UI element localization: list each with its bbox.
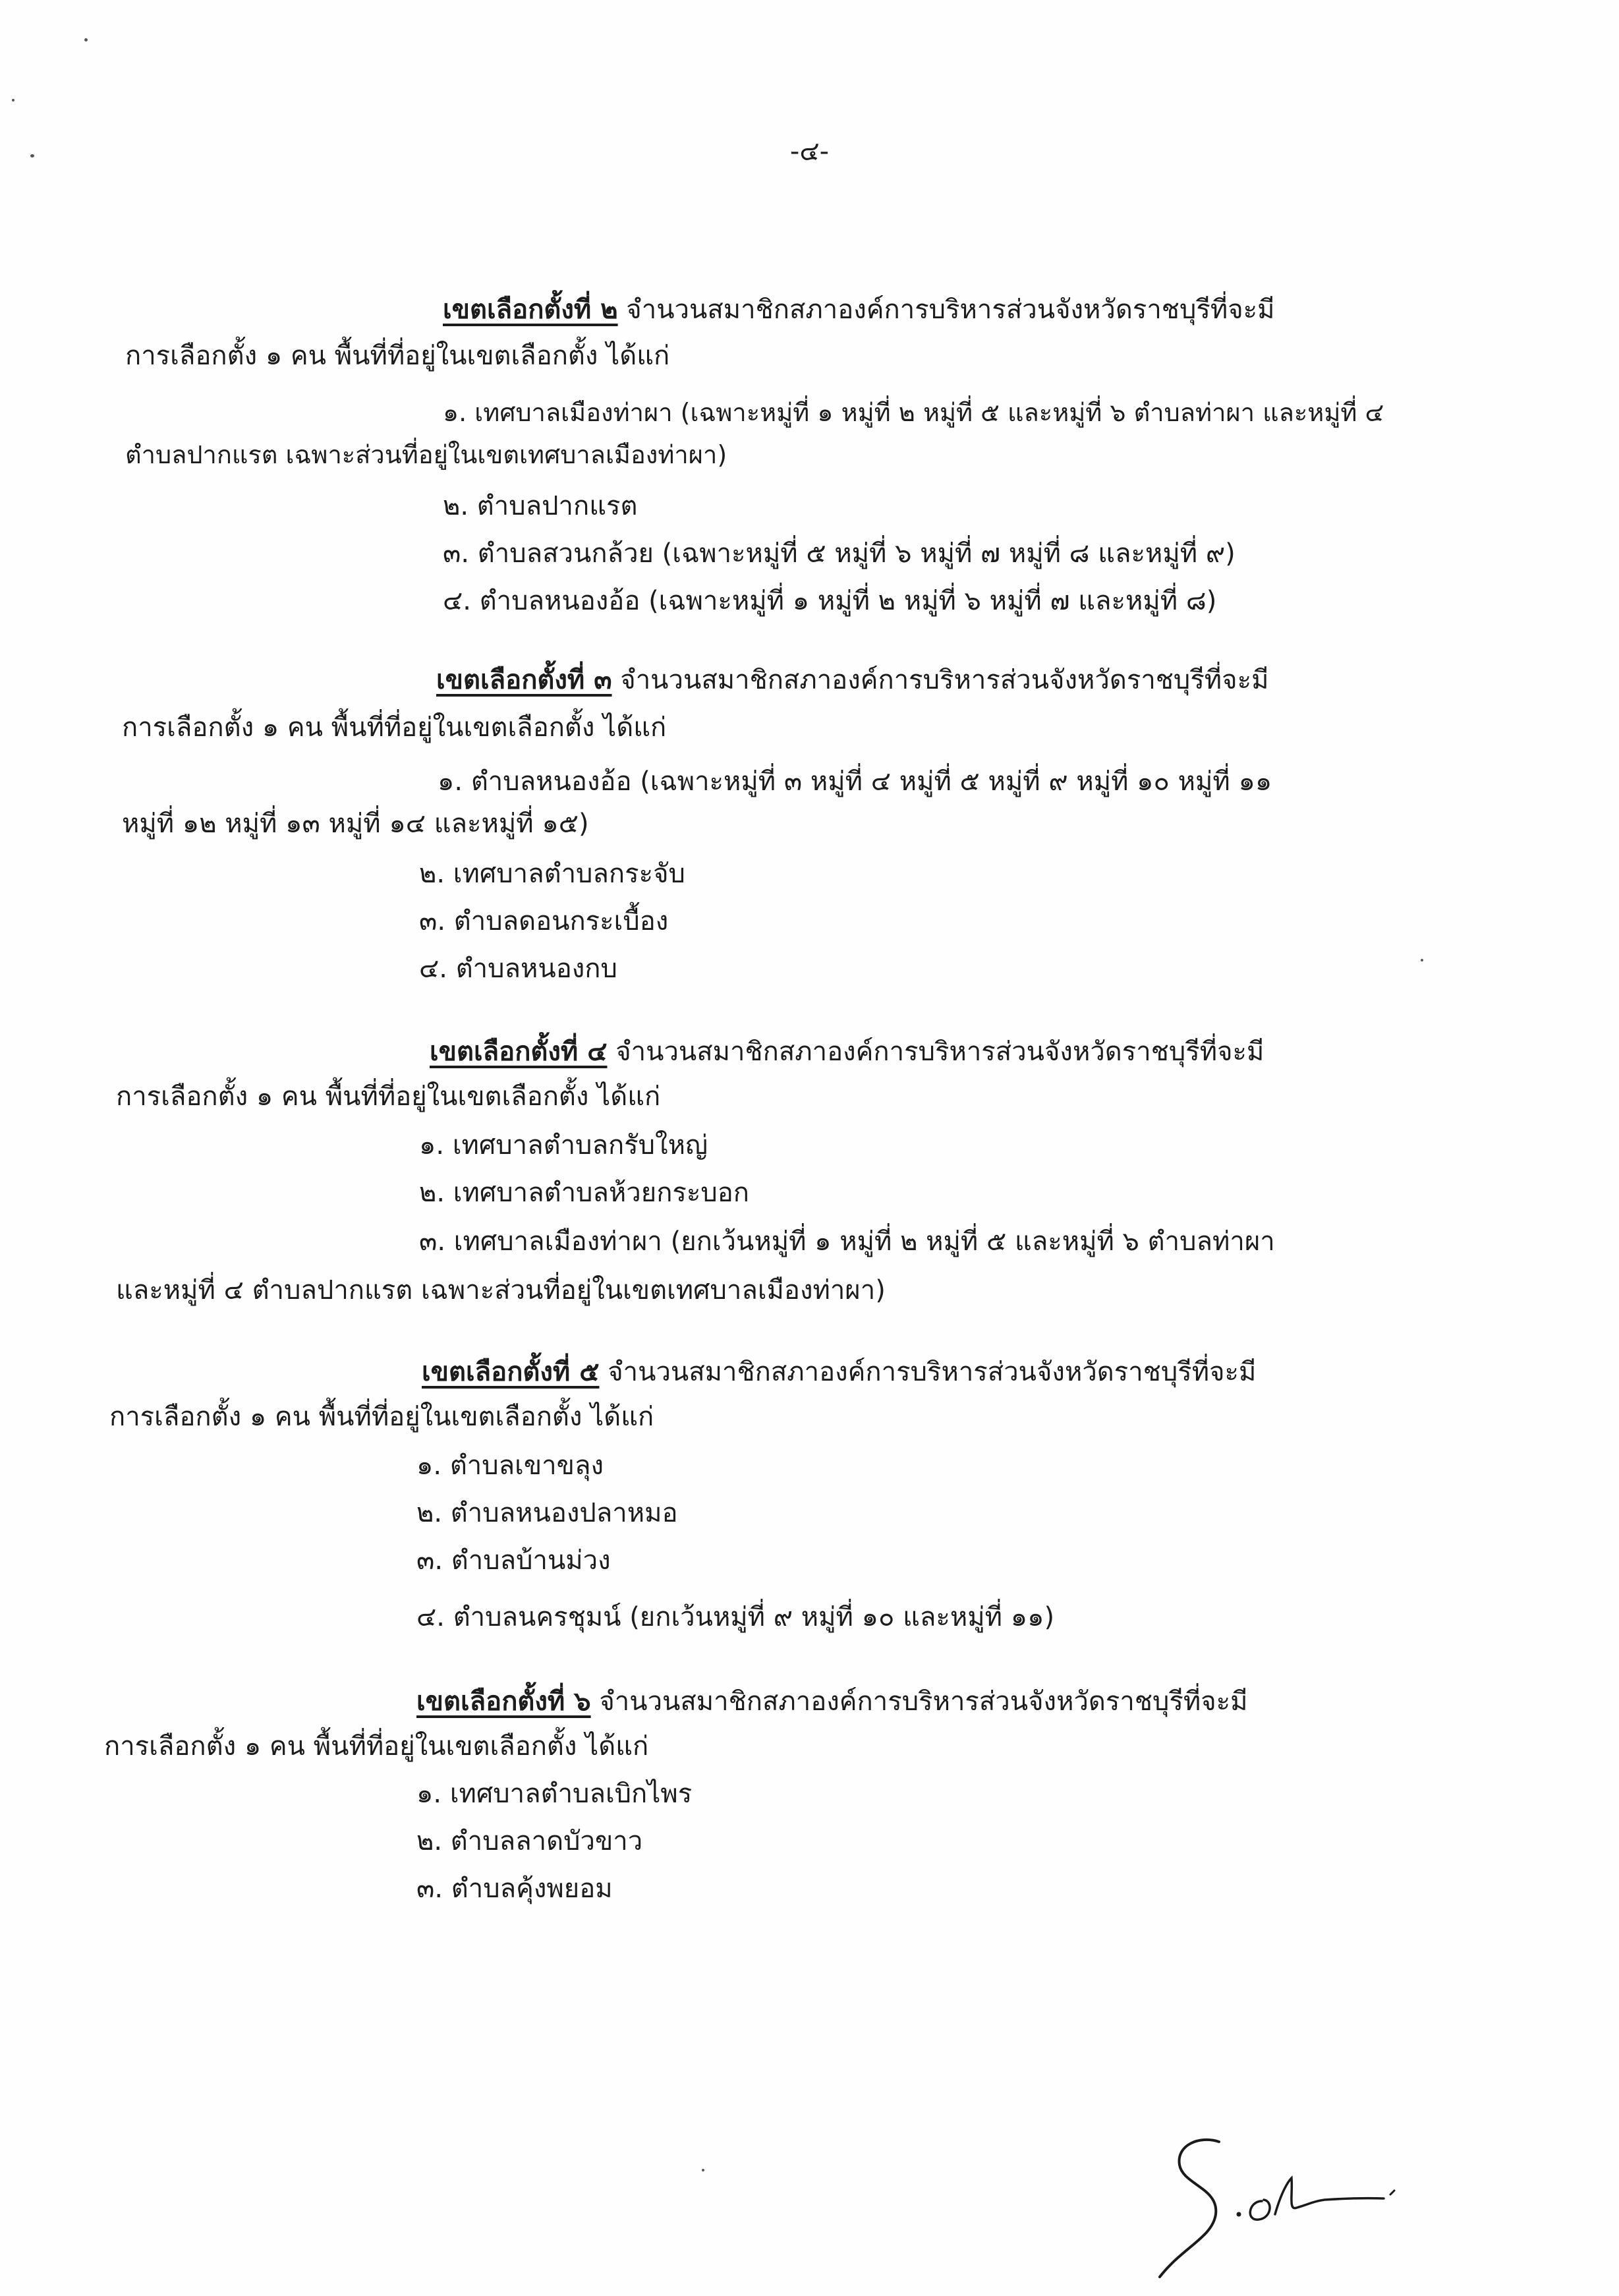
list-item: ๒. เทศบาลตำบลกระจับ <box>419 859 685 889</box>
list-item: ๑. ตำบลเขาขลุง <box>416 1450 604 1481</box>
page-number: -๔- <box>789 136 830 167</box>
list-item: ๓. เทศบาลเมืองท่าผา (ยกเว้นหมู่ที่ ๑ หมู่ที่ ๒ หมู่ที่ ๕ และหมู่ที่ ๖ ตำบลท่าผา <box>419 1226 1275 1257</box>
section-heading <box>430 1033 1264 1070</box>
list-item: ๔. ตำบลหนองกบ <box>419 954 617 984</box>
section-heading-text: จำนวนสมาชิกสภาองค์การบริหารส่วนจังหวัดราชบุรีที่จะมี <box>611 665 1269 695</box>
list-item: ๓. ตำบลสวนกล้วย (เฉพาะหมู่ที่ ๕ หมู่ที่ ๖ หมู่ที่ ๗ หมู่ที่ ๘ และหมู่ที่ ๙) <box>443 538 1236 569</box>
list-item-continuation: ตำบลปากแรต เฉพาะส่วนที่อยู่ในเขตเทศบาลเมืองท่าผา) <box>125 440 727 469</box>
section-heading-label: เขตเลือกตั้งที่ ๕ <box>422 1357 600 1387</box>
scan-speck <box>1421 959 1423 961</box>
section-intro-continuation: การเลือกตั้ง ๑ คน พื้นที่ที่อยู่ในเขตเลือกตั้ง ได้แก่ <box>122 712 667 743</box>
list-item: ๒. ตำบลหนองปลาหมอ <box>416 1498 678 1528</box>
section-heading-text: จำนวนสมาชิกสภาองค์การบริหารส่วนจังหวัดราชบุรีที่จะมี <box>599 1357 1257 1387</box>
list-item: ๔. ตำบลนครชุมน์ (ยกเว้นหมู่ที่ ๙ หมู่ที่ ๑๐ และหมู่ที่ ๑๑) <box>416 1602 1055 1632</box>
list-item: ๑. เทศบาลตำบลกรับใหญ่ <box>419 1130 708 1161</box>
section-heading-label: เขตเลือกตั้งที่ ๔ <box>430 1037 608 1067</box>
section-heading-text: จำนวนสมาชิกสภาองค์การบริหารส่วนจังหวัดราชบุรีที่จะมี <box>607 1037 1264 1067</box>
section-heading <box>416 1683 1248 1720</box>
list-item: ๒. เทศบาลตำบลห้วยกระบอก <box>419 1178 750 1208</box>
list-item: ๓. ตำบลคุ้งพยอม <box>416 1874 613 1904</box>
section-heading-text: จำนวนสมาชิกสภาองค์การบริหารส่วนจังหวัดราชบุรีที่จะมี <box>590 1686 1248 1717</box>
section-heading <box>436 662 1268 699</box>
scan-speck <box>702 2169 704 2171</box>
list-item: ๑. ตำบลหนองอ้อ (เฉพาะหมู่ที่ ๓ หมู่ที่ ๔ หมู่ที่ ๕ หมู่ที่ ๙ หมู่ที่ ๑๐ หมู่ที่ ๑๑ <box>438 766 1272 797</box>
section-heading <box>443 291 1275 328</box>
section-intro-continuation: การเลือกตั้ง ๑ คน พื้นที่ที่อยู่ในเขตเลือกตั้ง ได้แก่ <box>125 341 670 371</box>
section-intro-continuation: การเลือกตั้ง ๑ คน พื้นที่ที่อยู่ในเขตเลือกตั้ง ได้แก่ <box>109 1402 654 1432</box>
section-intro-continuation: การเลือกตั้ง ๑ คน พื้นที่ที่อยู่ในเขตเลือกตั้ง ได้แก่ <box>104 1731 649 1762</box>
list-item: ๓. ตำบลบ้านม่วง <box>416 1545 611 1576</box>
section-intro-continuation: การเลือกตั้ง ๑ คน พื้นที่ที่อยู่ในเขตเลือกตั้ง ได้แก่ <box>116 1081 661 1112</box>
scan-speck <box>30 154 34 158</box>
list-item: ๒. ตำบลลาดบัวขาว <box>416 1826 643 1856</box>
scan-speck <box>84 38 88 42</box>
section-heading-label: เขตเลือกตั้งที่ ๓ <box>436 665 612 695</box>
list-item: ๑. เทศบาลเมืองท่าผา (เฉพาะหมู่ที่ ๑ หมู่ที่ ๒ หมู่ที่ ๕ และหมู่ที่ ๖ ตำบลท่าผา และหมู่ที่ ๔ <box>443 398 1384 427</box>
list-item-continuation: และหมู่ที่ ๔ ตำบลปากแรต เฉพาะส่วนที่อยู่ในเขตเทศบาลเมืองท่าผา) <box>116 1275 886 1306</box>
list-item: ๑. เทศบาลตำบลเบิกไพร <box>416 1779 693 1809</box>
section-heading-label: เขตเลือกตั้งที่ ๖ <box>416 1686 591 1717</box>
list-item-continuation: หมู่ที่ ๑๒ หมู่ที่ ๑๓ หมู่ที่ ๑๔ และหมู่ที่ ๑๕) <box>122 809 589 839</box>
list-item: ๔. ตำบลหนองอ้อ (เฉพาะหมู่ที่ ๑ หมู่ที่ ๒ หมู่ที่ ๖ หมู่ที่ ๗ และหมู่ที่ ๘) <box>443 586 1217 616</box>
list-item: ๓. ตำบลดอนกระเบื้อง <box>419 906 669 936</box>
scan-speck <box>12 99 14 101</box>
list-item: ๒. ตำบลปากแรต <box>443 491 638 521</box>
section-heading-label: เขตเลือกตั้งที่ ๒ <box>443 295 618 325</box>
handwritten-signature <box>1147 2115 1489 2287</box>
section-heading-text: จำนวนสมาชิกสภาองค์การบริหารส่วนจังหวัดราชบุรีที่จะมี <box>617 295 1275 325</box>
section-heading <box>422 1354 1256 1391</box>
